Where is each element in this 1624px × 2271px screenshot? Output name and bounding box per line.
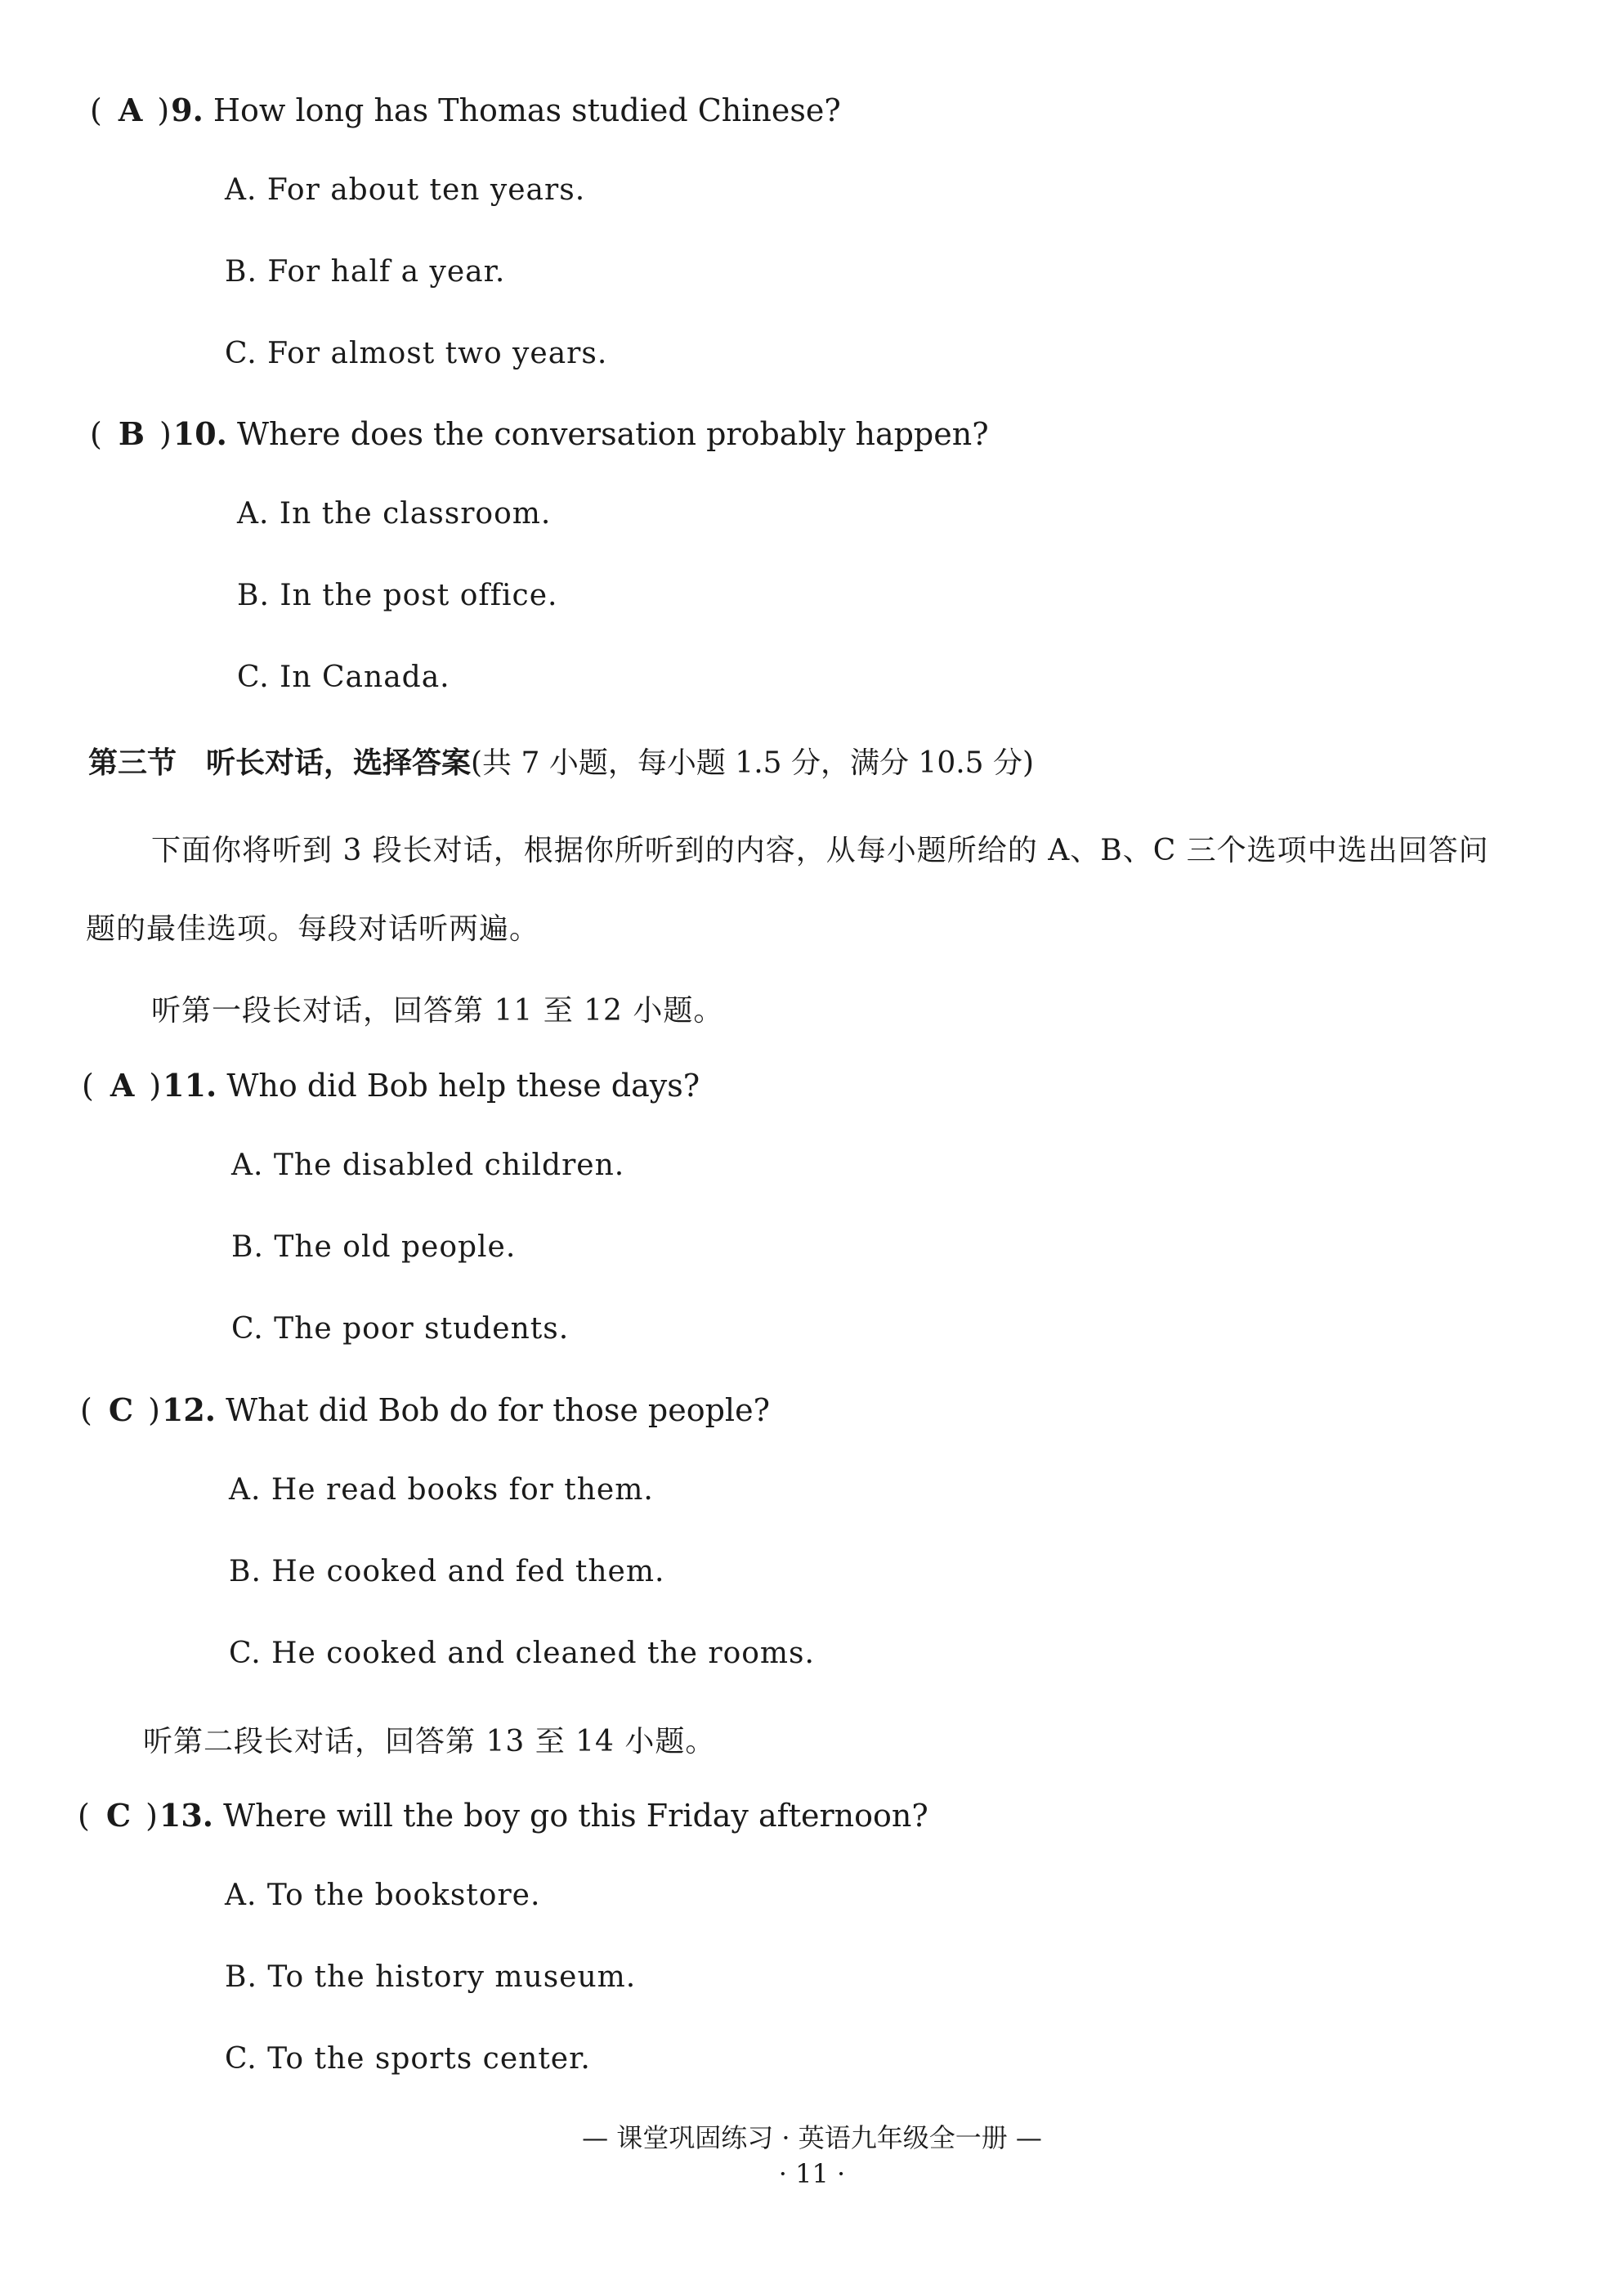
question-10 (90, 415, 989, 452)
answer-paren-close: ) (159, 416, 173, 452)
section-header (88, 740, 1034, 782)
section-note: (共 7 小题，每小题 1.5 分，满分 10.5 分) (471, 746, 1035, 780)
option-c: C. He cooked and cleaned the rooms. (229, 1637, 815, 1670)
page-number: · 11 · (778, 2158, 846, 2189)
question-text: Where does the conversation probably happen? (237, 416, 989, 452)
question-9 (90, 92, 841, 128)
option-a: A. To the bookstore. (225, 1879, 541, 1912)
question-number: 9. (171, 92, 204, 128)
dialogue-intro-2: 听第二段长对话，回答第 13 至 14 小题。 (143, 1725, 716, 1758)
answer-paren-close: ) (148, 1392, 162, 1428)
option-b: B. The old people. (231, 1230, 517, 1264)
option-b: B. He cooked and fed them. (229, 1555, 665, 1588)
answer-letter: B (118, 415, 145, 452)
question-12 (80, 1391, 770, 1428)
question-text: Where will the boy go this Friday afternoon? (223, 1798, 928, 1834)
answer-letter: A (118, 92, 143, 128)
section-title: 第三节 听长对话，选择答案 (88, 746, 472, 780)
option-b: B. To the history museum. (225, 1960, 637, 1994)
answer-paren: ( (80, 1392, 94, 1428)
option-c: C. The poor students. (231, 1312, 570, 1346)
option-a: A. The disabled children. (231, 1149, 625, 1182)
answer-paren: ( (82, 1068, 96, 1104)
section-instruction-line1: 下面你将听到 3 段长对话，根据你所听到的内容，从每小题所给的 A、B、C 三个选项中选出回答问 (151, 834, 1489, 867)
option-a: A. For about ten years. (225, 173, 586, 207)
question-13 (78, 1797, 928, 1834)
option-a: A. In the classroom. (237, 497, 552, 531)
question-number: 11. (163, 1067, 217, 1104)
dialogue-intro-1: 听第一段长对话，回答第 11 至 12 小题。 (151, 994, 724, 1028)
option-c: C. For almost two years. (225, 337, 608, 370)
answer-letter: C (105, 1797, 132, 1834)
option-b: B. For half a year. (225, 255, 506, 289)
footer-title: — 课堂巩固练习 · 英语九年级全一册 — (582, 2122, 1042, 2153)
answer-paren-close: ) (149, 1068, 163, 1104)
answer-paren: ( (90, 92, 104, 128)
answer-paren: ( (78, 1798, 92, 1834)
question-number: 13. (159, 1797, 214, 1834)
option-a: A. He read books for them. (229, 1473, 654, 1507)
question-text: Who did Bob help these days? (226, 1068, 700, 1104)
answer-paren: ( (90, 416, 104, 452)
option-c: C. In Canada. (237, 661, 450, 694)
section-instruction-line2: 题的最佳选项。每段对话听两遍。 (86, 912, 540, 946)
question-text: How long has Thomas studied Chinese? (213, 92, 841, 128)
answer-paren-close: ) (145, 1798, 159, 1834)
answer-letter: A (110, 1067, 135, 1104)
question-number: 10. (172, 415, 227, 452)
answer-letter: C (108, 1391, 134, 1428)
answer-paren-close: ) (157, 92, 172, 128)
option-b: B. In the post office. (237, 579, 558, 612)
question-11 (82, 1067, 700, 1104)
option-c: C. To the sports center. (225, 2042, 591, 2076)
question-text: What did Bob do for those people? (226, 1392, 770, 1428)
question-number: 12. (161, 1391, 217, 1428)
